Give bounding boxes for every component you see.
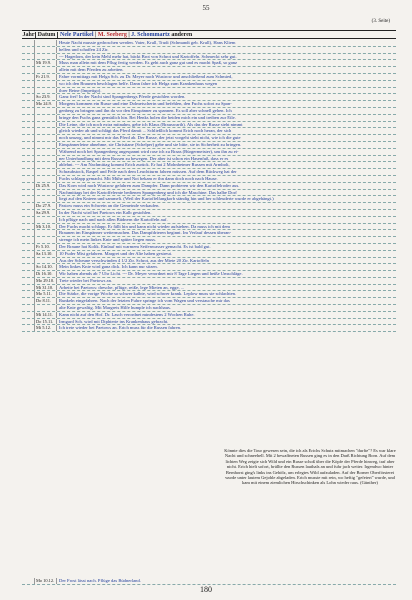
table-row (22, 196, 396, 203)
col-authors: Nele Partikel | M. Seeberg | J. Schommartz anderen (57, 32, 192, 38)
row-text: Ich trete wieder bei Paetows an. Erich muss für die Russen fahren. (59, 325, 182, 331)
row-date (35, 88, 57, 94)
table-header (22, 30, 396, 39)
row-text: Ich pflüge nach und nach allen Büdnern die Kartoffeln auf. (59, 216, 168, 222)
row-date (35, 169, 57, 175)
table-row (22, 74, 396, 81)
table-row (22, 278, 396, 285)
table-row (22, 190, 396, 197)
row-text: Schraubstock, Raspel und Feile nach dem Leuchtturm fahren müssen. Auf dem Rückweg hat der (59, 169, 237, 175)
table-row (22, 203, 396, 210)
table-row (22, 291, 396, 298)
row-text: Arbeite bei Paetows: dresche, pflüge, reiße, lege Mieten an, egge, ... (59, 284, 185, 290)
row-text: Ganz frei! In der Nacht sind Spangenbergs Pferde gestohlen worden. (59, 94, 186, 100)
table-row (22, 169, 396, 176)
table-row (22, 149, 396, 156)
table-row (22, 115, 396, 122)
table-row (22, 258, 396, 265)
row-date: Mi 31.10. (35, 285, 57, 291)
table-row (22, 217, 396, 224)
row-text: ablehnt. --- Am Nachmittag kommt Erich zurück. Er hat 2 Mohnheimer Russen mit Armbolt, (59, 162, 230, 168)
row-date (35, 142, 57, 148)
row-text: Mein linkes Knie wird ganz dick. Ich kann nur sitzen. (59, 264, 158, 270)
table-row (22, 176, 396, 183)
row-text: Fahre vormittags mit Helga Sch. zu Dr. Meyer nach Wustrow und anschließend zum Schmied, (59, 73, 233, 79)
table-row (22, 47, 396, 54)
table-row (22, 81, 396, 88)
row-text: 10 Fuder Mist gefahren. Margret und der Alte haben gestreut. (59, 250, 173, 256)
row-date: Sa 29.9. (35, 210, 57, 216)
row-text: Pastow muss ein Schwein an die Gemeinde verkaufen. (59, 203, 160, 209)
table-row (22, 312, 396, 319)
last-entry (22, 578, 396, 585)
row-text: Wir haben abends ab 7 Uhr Licht. --- Dr. Meyer verordnet mir 8 Tage Liegen und heiße Umschläge. (59, 271, 243, 277)
row-date: Mi 14.11. (35, 312, 57, 318)
page-label: (3. Seite) (371, 19, 390, 24)
table-row (22, 319, 396, 326)
row-date (35, 128, 57, 134)
author-schommartz: J. Schommartz (131, 31, 170, 38)
row-text: allein mit dem Pferden zu arbeiten. (59, 67, 124, 73)
row-date (35, 149, 57, 155)
table-row (22, 122, 396, 129)
row-text: Irmgard Sch. wird mit Diphterie ins Krankenhaus gebracht. (59, 318, 169, 324)
table-row (22, 230, 396, 237)
row-text: gleich wieder ab und schlägt das Pferd damit ... Schließlich kommt Erich noch heran, der sich (59, 128, 232, 134)
row-text: Morgens kommen ein Russe und eine Dolmetscherin und befehlen, den Fuchs sofort zu Span- (59, 101, 232, 107)
row-text: ner Unterhandlung mit dem Russen zu bewegen. Der aber ist schon ein Hasenfuß, dass er es (59, 155, 229, 161)
row-text: --- Hagedorn, der kein Mehl mehr hat, bäckt Brot von Schrot und Kartoffeln. Schmeckt sehr gut. (59, 53, 237, 59)
table-row (22, 271, 396, 278)
row-text: Aus der Scheune verschwinden 4 1/2 Ztr. Schrot, aus der Miete 20 Ztr. Kartoffeln (59, 257, 209, 263)
row-date (35, 217, 57, 223)
table-row (22, 285, 396, 292)
row-text: liegt auf den Knieen und sammelt. (Weil der Kartoffelfangkorb ständig hin und her schleuderte wurde er abgehängt.) (59, 196, 274, 202)
row-date (35, 40, 57, 46)
col-jahr: Jahr (22, 31, 35, 38)
table-row (22, 244, 396, 251)
row-date: Mi 5.12. (35, 325, 57, 331)
row-date: Do 15.11. (35, 319, 57, 325)
table-row (22, 156, 396, 163)
diary-table (22, 40, 396, 332)
row-text: Runkeln eingefahren. Nach der letzten Fuhre springe ich vom Wagen und verstauche mir das (59, 298, 230, 304)
row-text: Fuchs schlapp gemacht. Mit Mühe und Not bekam er ihn dann doch noch nach Hause. (59, 175, 218, 181)
row-date: Mo 29.10. (35, 278, 57, 284)
table-row (22, 325, 396, 332)
table-row (22, 60, 396, 67)
row-date (35, 190, 57, 196)
row-date (35, 67, 57, 73)
row-date (35, 122, 57, 128)
row-date (35, 156, 57, 162)
row-date (35, 47, 57, 53)
table-row (22, 128, 396, 135)
row-date (35, 135, 57, 141)
row-date: Mi 19.9. (35, 60, 57, 66)
row-text: Trete wieder bei Paetows an. (59, 277, 113, 283)
row-date: So 14.10. (35, 264, 57, 270)
table-row (22, 94, 396, 101)
row-date: Di 25.9. (35, 183, 57, 189)
row-date (35, 258, 57, 264)
row-text: Während noch bei Spangenberg angespannt wird rase ich zu Braas (Bürgermeister), um ihn zu ei- (59, 148, 239, 154)
row-text: Heute Nacht musste gedroschen werden. Vater, Krull, Trudi (Schmandt geb. Krull), Hans Kliem (59, 40, 236, 45)
table-row (22, 264, 396, 271)
row-date (35, 237, 57, 243)
row-text: Muss man allein mit dem Pflug fertig werden. Es geht auch ganz gut und es macht Spaß, so ganz (59, 60, 238, 66)
row-date: Fr 5.10. (35, 244, 57, 250)
row-date: Mo 10.12. (35, 578, 57, 584)
row-date (35, 305, 57, 311)
page-number-top: 55 (202, 4, 210, 12)
table-row (22, 305, 396, 312)
row-text: Die Stärke, die vorige Woche so schwer kalbte, wird schwer krank. Leplow muss sie schlachten. (59, 291, 237, 297)
table-row (22, 162, 396, 169)
row-date (35, 54, 57, 60)
row-text: alte Knie gewaltig. Mit Margrets Hilfe humple ich nachhaus. (59, 305, 171, 311)
row-date: Di 16.10. (35, 271, 57, 277)
row-text: bringe den Fuchs ganz gemütlich hin. Bei Henks holen die beiden mich ein und treiben zur Eile. (59, 114, 236, 120)
row-date: Fr 21.9. (35, 74, 57, 80)
row-text: noch umzog, und nimmt mir das Pferd ab. Der Russe, der jetzt vorgeht sieht nicht, wie ich die gute (59, 135, 241, 141)
row-text: In der Nacht wird bei Paetows ein Kalb gestohlen. (59, 209, 152, 215)
table-row (22, 101, 396, 108)
row-text: Braunen im Einspänner weitermachen. Das Dampfdrieren beginnt. Im Verlauf dessen überan- (59, 230, 232, 236)
table-row (22, 108, 396, 115)
row-date: Do 8.11. (35, 298, 57, 304)
row-text: Kann nicht auf den Hof. Dr. Lasch verordnet mindestens 2 Wochen Ruhe. (59, 311, 195, 317)
row-text: genberg zu bringen und ihn da vor den Einspänner zu spannen. Es soll aber schnell gehen. Ich (59, 107, 232, 113)
row-date: So 23.9. (35, 94, 57, 100)
row-date (35, 162, 57, 168)
row-date: Mi 3.10. (35, 224, 57, 230)
author-nele: Nele Partikel (60, 31, 94, 38)
row-date: Mo 5.11. (35, 291, 57, 297)
table-row (22, 54, 396, 61)
table-row (22, 135, 396, 142)
col-datum: Datum (35, 32, 57, 38)
table-row (22, 88, 396, 95)
row-date (35, 196, 57, 202)
row-text: Der Braune hat Kolik. Einlauf mit warmem Seifenwasser gemacht. Es ist bald gut. (59, 243, 211, 249)
row-date (35, 81, 57, 87)
row-text: Nachmittags bei der Kartoffelernte bedienen Spangenberg und ich die Maschine. Das halbe Dorf (59, 189, 237, 195)
table-row (22, 183, 396, 190)
row-text: Der Fuchs macht schlapp. Er fällt hin und kann nicht wieder aufstehen. Da muss ich mit dem (59, 223, 230, 229)
author-seeberg: M. Seeberg (97, 31, 127, 38)
row-date: Mo 24.9. (35, 101, 57, 107)
row-date (35, 230, 57, 236)
table-row (22, 142, 396, 149)
table-row (22, 210, 396, 217)
row-text: helfen und schaffen 24 Ztr. (59, 46, 109, 52)
row-date (35, 115, 57, 121)
margin-note: Könnte dies die Tour gewesen sein, die ich als Erichs Schutz mitmachen "durfte"? Es war klare Nacht und schneehell. Mit 2 bewaffneten Russen ging es in den Darß Richtung Born. Auf dem lichten Weg zeigte sich Wild und ein Russe schoß über die Köpfe der Pferde hinweg, traf aber nicht. Erich hielt sofort, brüllte den Russen lauthals an und fuhr jach weiter. Irgendwo hinter Bernhorst ging's links ins Gehölz, um erlegtes Wild aufzuladen. Auf der Borner Oberförsterei wurde unter lautem Gejohle abgeladen. Erich musste mit rein, wo heftig "gefeiert" wurde, und kam mit einem ziemlichen Hirschschinken als Lohn wieder raus. (Günther) (224, 448, 396, 486)
table-row (22, 578, 396, 585)
row-text: Einspännerleine abnehme, sie Christiane (Schelper) gebe und sie bitte, sie in Sicherheit zu bringen. (59, 141, 242, 147)
row-text: strenge ich mein linkes Knie und spüter liegen muss. (59, 237, 157, 243)
table-row (22, 67, 396, 74)
table-row (22, 224, 396, 231)
table-row (22, 251, 396, 258)
row-text: Der Frost lässt nach. Pflüge das Büdnerland. (59, 578, 141, 583)
author-anderen: anderen (171, 31, 193, 38)
row-date (35, 176, 57, 182)
table-row (22, 298, 396, 305)
table-row (22, 40, 396, 47)
row-date: Sa 13.10. (35, 251, 57, 257)
row-date (35, 108, 57, 114)
row-date: Do 27.9. (35, 203, 57, 209)
row-text: wo ich den Braunen beschlagen helfe. Dann fahre ich Helga zum Krankenhaus wegen (59, 80, 218, 86)
row-text: Die Leine, die ich noch extra mitnahm, gebe ich Klaus (Brauswarth). Als das der Russe sieht nimmt (59, 121, 243, 127)
table-row (22, 237, 396, 244)
page-number-bottom: 180 (200, 585, 212, 594)
row-text: Das Korn wird nach Wustrow gefahren zum Dampfer. Dann probieren wir den Kartoffelroder aus. (59, 182, 240, 188)
row-text: ihrer Beine (Impetigo). (59, 87, 102, 93)
